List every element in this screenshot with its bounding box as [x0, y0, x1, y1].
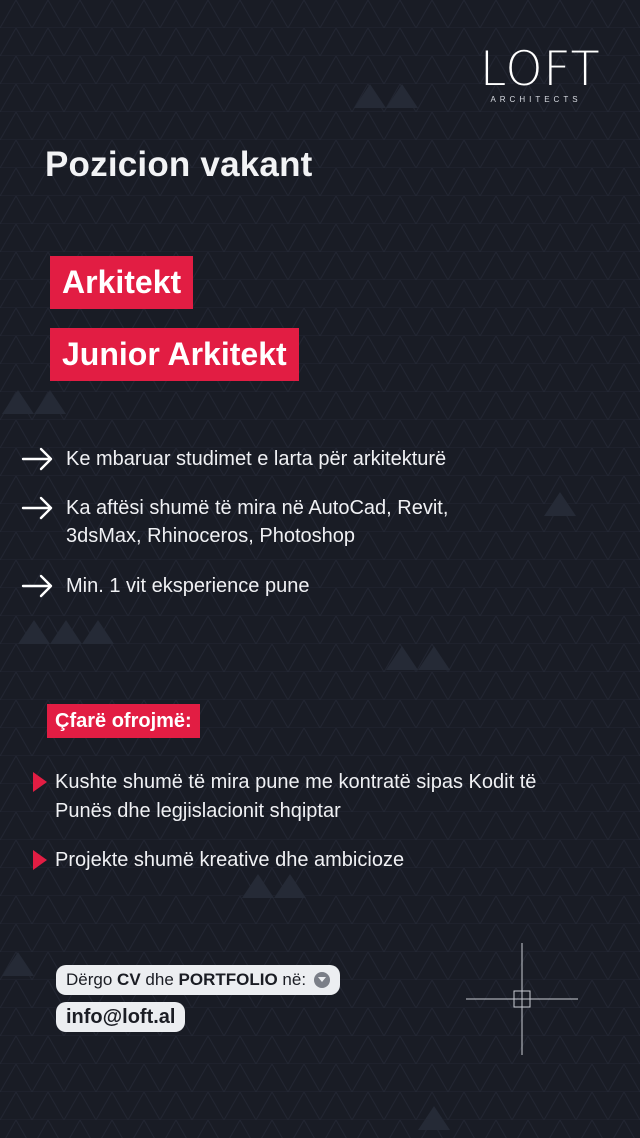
- chevron-down-icon[interactable]: [314, 972, 330, 988]
- triangle-right-icon: [31, 768, 55, 796]
- contact-email[interactable]: info@loft.al: [56, 1002, 185, 1032]
- arrow-right-icon: [20, 494, 66, 522]
- cv-prefix: Dërgo: [66, 970, 113, 989]
- crosshair-icon: [466, 943, 578, 1055]
- requirement-item: [20, 572, 580, 600]
- offer-item: [31, 846, 591, 875]
- offer-text: Kushte shumë të mira pune me kontratë sipas Kodit të Punës dhe legjislacionit shqiptar: [55, 771, 537, 822]
- send-cv-instruction: [56, 965, 340, 995]
- arrow-right-icon: [20, 445, 66, 473]
- offer-item: [31, 768, 591, 826]
- requirement-text: Ke mbaruar studimet e larta për arkitekturë: [66, 448, 447, 470]
- requirement-item: [20, 445, 580, 473]
- requirement-item: [20, 494, 580, 550]
- logo-tagline: ARCHITECTS: [490, 95, 582, 104]
- triangle-right-icon: [31, 846, 55, 874]
- offer-text: Projekte shumë kreative dhe ambicioze: [55, 849, 405, 871]
- requirement-text: Ka aftësi shumë të mira në AutoCad, Revit, 3dsMax, Rhinoceros, Photoshop: [66, 497, 449, 547]
- position-badge-junior-arkitekt: Junior Arkitekt: [50, 328, 299, 381]
- cv-suffix: në:: [282, 970, 307, 989]
- position-badge-arkitekt: Arkitekt: [50, 256, 193, 309]
- page-title: Pozicion vakant: [45, 145, 313, 184]
- cv-label: CV: [117, 970, 141, 989]
- offer-heading: Çfarë ofrojmë:: [47, 704, 200, 738]
- arrow-right-icon: [20, 572, 66, 600]
- requirement-text: Min. 1 vit eksperience pune: [66, 575, 310, 597]
- loft-logo: [480, 42, 601, 104]
- cv-and: dhe: [145, 970, 174, 989]
- portfolio-label: PORTFOLIO: [178, 970, 278, 989]
- logo-wordmark: LOFT: [480, 42, 601, 97]
